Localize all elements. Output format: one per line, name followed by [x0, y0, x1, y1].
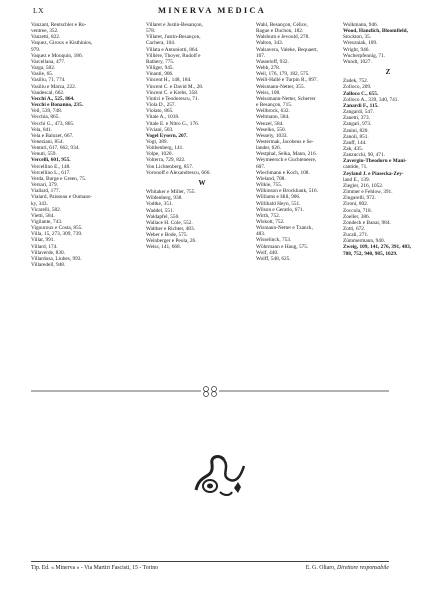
footer-rule [31, 561, 389, 562]
index-entry: ky, 343. [31, 200, 48, 207]
index-entry: Walsavera, Valeke, Bequaert, [256, 46, 318, 53]
index-entry: Vigouroux e Costa, 855. [31, 225, 83, 232]
index-entry: Versari, 379. [31, 182, 58, 189]
index-entry: cantide, 71. [343, 164, 368, 171]
index-entry: Wildenberg, 938. [146, 195, 183, 202]
index-entry: Wismann-Netter e Tzanck, [256, 225, 313, 232]
index-entry: Viallard, 177. [31, 188, 60, 195]
section-letter: Z [385, 68, 391, 77]
index-entry: land E., 139. [343, 176, 370, 183]
index-entry: Voithenberg, 141. [146, 145, 184, 152]
index-entry: Viola D., 257. [146, 102, 176, 109]
index-entry: Villaret e Justin-Besançon, [146, 22, 203, 28]
index-entry: Cachera, 104. [146, 40, 176, 47]
index-entry: Westermak, Jacobeus e Se- [256, 138, 314, 145]
index-entry: Zangardi, 547. [343, 109, 375, 116]
index-entry: lander, 626. [256, 145, 281, 152]
index-entry: Wucherpfennig, 71. [343, 52, 385, 59]
index-column-4 [343, 22, 424, 257]
index-entry: 483. [256, 231, 266, 238]
index-entry: Stockton, 35. [343, 34, 372, 41]
index-entry: Villaret, Justin-Besançon, [146, 34, 201, 41]
index-entry: Villaverde, 830. [31, 249, 65, 256]
index-entry: Wieland, 708. [256, 175, 286, 182]
index-entry: Zingarelli, 972. [343, 195, 376, 202]
index-entry: Venuti, 559. [31, 151, 57, 158]
index-entry: Walther e Richter, 483. [146, 226, 195, 232]
index-entry: Wenzel, 584. [256, 120, 284, 127]
index-entry: Villa, 15, 273, 309, 739. [31, 231, 83, 238]
index-entry: e Besançon, 715. [256, 102, 293, 109]
index-entry: Zolloco A., 339, 340, 741. [343, 96, 399, 103]
index-entry: Wilson e Geratlo, 671. [256, 206, 304, 213]
index-entry: Waddel, 551. [146, 207, 174, 214]
index-entry: Wirth, 752. [256, 212, 281, 219]
index-entry: Zoccola, 718. [343, 207, 372, 214]
index-entry: Varcellana, 477. [31, 58, 66, 65]
index-entry: 607. [256, 163, 266, 170]
ornament-divider [31, 384, 389, 398]
index-entry: Vercelli, 601, 955. [31, 157, 71, 164]
index-entry: Vincent H., 148, 184. [146, 77, 192, 84]
index-entry: Vecchi e Bonanno, 235. [31, 102, 84, 109]
responsible-editor [306, 565, 389, 571]
index-entry: Volterra, 729, 822. [146, 157, 186, 164]
index-entry: Weil, 176, 179, 182, 575. [256, 71, 310, 78]
index-entry: Wundt, 1027. [343, 58, 372, 65]
index-entry: Zeyland J. e Piasecka-Zey- [343, 170, 404, 177]
index-entry: Vasile, 65. [31, 71, 54, 78]
printer-imprint: Tip. Ed. « Minerva » - Via Martiri Fascisti, 15 - Torino [31, 565, 158, 571]
index-entry: Voronoff e Alexandrescu, 666. [146, 169, 211, 176]
index-entry: Weber e Bode, 575. [146, 232, 188, 239]
index-entry: ventree, 352. [31, 28, 59, 35]
index-entry: Zanini, 820. [343, 127, 369, 134]
index-entry: Zironi, 802. [343, 201, 369, 208]
index-column-2 [146, 22, 258, 251]
index-entry: Wolkmann, 946. [343, 22, 379, 28]
index-entry: Vercellino E., 148. [31, 163, 71, 170]
index-entry: Wessely, 1033. [256, 132, 288, 139]
index-entry: Williams e Hill, 906. [256, 194, 301, 201]
index-entry: Weselko, 550. [256, 126, 287, 133]
index-entry: Vela, 841. [31, 126, 53, 133]
index-entry: Vicarelli, 582. [31, 206, 62, 213]
index-entry: Zweig, 109, 141, 276, 391, 483, [343, 244, 412, 251]
index-entry: Villardosa, Liubes, 993. [31, 255, 82, 262]
index-entry: Villard, 174. [31, 243, 58, 250]
index-entry: Zangari, 973. [343, 121, 372, 128]
index-entry: Veil, 539, 748. [31, 108, 63, 115]
index-entry: 107. [256, 52, 266, 59]
index-entry: Walton, 343. [256, 40, 284, 47]
index-entry: Zotti, 672. [343, 226, 366, 232]
index-entry: Verda, Burge e Green, 75. [31, 175, 87, 182]
index-entry: Zanoli, 851. [343, 133, 369, 140]
index-entry: Weltmann, 584. [256, 114, 290, 121]
index-entry: Vasiliu, 71, 774. [31, 77, 66, 84]
index-entry: Vecchi A., 525, 864. [31, 95, 75, 102]
imprint-footer [31, 565, 389, 571]
index-entry: Zucali, 271. [343, 232, 369, 239]
index-entry: Vela e Balozet, 667. [31, 132, 74, 139]
index-entry: Varga, 582. [31, 65, 56, 72]
index-entry: Vigilante, 743. [31, 219, 63, 225]
index-entry: Zimmer e Fehlow, 391. [343, 189, 393, 196]
index-entry: Wahl, Besançon, Célice, [256, 22, 308, 28]
index-entry: Vodtke, 351. [146, 201, 173, 208]
index-entry: Wolff, 548, 625. [256, 255, 291, 262]
index-entry: Zadek, 752. [343, 78, 369, 85]
index-entry: Wasseloff, 932. [256, 58, 289, 65]
index-entry: Wilkie, 755. [256, 182, 283, 189]
index-entry: Weinberger e Peola, 26. [146, 238, 197, 245]
index-entry: Veneziani, 854. [31, 138, 64, 145]
index-entry: Vitale A., 1018. [146, 114, 180, 121]
index-entry: 708, 752, 940, 985, 1029. [343, 250, 398, 257]
index-entry: Weymeersch e Guchteneere, [256, 157, 317, 164]
index-entry: Walsburn e Jevould, 278. [256, 34, 310, 41]
index-entry: Vogel Eysern, 207. [146, 132, 188, 139]
index-entry: Webb, 278. [256, 65, 281, 72]
index-entry: Vaudescal, 662. [31, 89, 65, 96]
index-entry: Villata e Antoniotti, 864. [146, 46, 199, 53]
index-entry: Violato, 865. [146, 108, 174, 115]
index-entry: Wilkinson e Brockbank, 516. [256, 188, 319, 195]
index-entry: Zolloco C., 655. [343, 90, 379, 97]
index-entry: Zümmermann, 940. [343, 238, 385, 245]
index-entry: Villiger, 945. [146, 65, 174, 72]
index-entry: Wellbrock, 632. [256, 108, 290, 115]
index-entry: Von Lichtenberg, 857. [146, 163, 194, 170]
index-entry: Vincent C. e Krebs, 358. [146, 89, 199, 96]
index-entry: Vitale E. e Nitro G., 176. [146, 120, 200, 127]
index-entry: Vecchi G., 473, 865. [31, 120, 75, 127]
index-entry: Wood, Hanzlich, Bloomfield, [343, 28, 408, 35]
index-entry: Whitaker e Miller, 755. [146, 189, 196, 196]
index-entry: Wöhrmann e Haug, 575. [256, 243, 309, 250]
index-entry: Zanzucchi, 90, 471. [343, 152, 385, 159]
index-entry: Zanff, 144. [343, 139, 367, 146]
index-entry: Vaquez e Mouquin, 186. [31, 52, 83, 59]
index-column-1 [31, 22, 143, 268]
index-entry: Venturi, 617, 662, 934. [31, 145, 80, 152]
index-entry: Zanetti, 373. [343, 115, 370, 122]
index-entry: Vincent C. e David M., 28. [146, 83, 204, 90]
index-entry: Wiskott, 752. [256, 219, 285, 225]
index-entry: Wiechmann e Koch, 108. [256, 169, 310, 176]
index-entry: Rague e Duchon, 182. [256, 28, 304, 35]
index-entry: Wright, 946. [343, 46, 370, 53]
index-entry: Zondeck e Banai, 984. [343, 219, 391, 226]
index-entry: Villaredell, 948. [31, 262, 66, 269]
index-entry: Viviani, 503. [146, 126, 174, 133]
index-entry: Rathery, 775. [146, 58, 175, 65]
index-entry: Ziegler, 216, 1052. [343, 182, 384, 189]
index-entry: Wallace H. Cole, 552. [146, 219, 193, 226]
index-entry: Weill-Hallé e Turpin R., 897. [256, 77, 318, 84]
index-entry: Villar, 991. [31, 237, 55, 244]
index-entry: Vogt, 389. [146, 138, 168, 145]
index-entry: Westphal, Seika, Mann, 216. [256, 151, 317, 158]
index-entry: 578. [146, 28, 156, 35]
index-entry: Vasiliu e Marza, 222. [31, 83, 77, 90]
page-number: LX [33, 6, 44, 15]
index-entry: Wreszniak, 109. [343, 40, 378, 47]
index-entry: Vanzetti, 822. [31, 34, 61, 41]
index-entry: Volpe, 1020. [146, 151, 173, 158]
index-entry: Vercellino L., 617. [31, 169, 71, 176]
index-entry: Zoeller, 386. [343, 213, 370, 220]
index-entry: Vinanti, 906. [146, 71, 174, 78]
index-entry: Vialard, Paisseau e Oumans- [31, 194, 92, 201]
running-header: MINERVA MEDICA [157, 5, 267, 15]
index-entry: Vintici e Teodorescu, 71. [146, 95, 199, 102]
index-entry: Weissmann-Netter, Scherrer [256, 95, 316, 102]
index-entry: Wolf, 440. [256, 249, 279, 256]
index-entry: Weiss, 141, 668. [146, 244, 182, 251]
index-entry: Weismann-Netter, 355. [256, 83, 305, 90]
index-entry: Weiss, 108. [256, 89, 281, 96]
editor-name: E. G. Oliaro, [305, 565, 336, 571]
index-entry: Vecchia, 865. [31, 114, 60, 121]
index-entry: Willibald Heyn, 551. [256, 200, 301, 207]
index-entry: Zolloco, 209. [343, 84, 372, 91]
index-entry: Vanzant, Rentschler e Ro- [31, 22, 87, 28]
index-entry: Wisselinck, 753. [256, 237, 292, 244]
index-entry: Zavergiu-Theodoru e Mani- [343, 158, 407, 165]
editor-role: Direttore responsabile [336, 565, 389, 571]
serpent-emblem-logo [190, 450, 248, 500]
index-entry: Vietti, 584. [31, 212, 55, 219]
index-entry: 979. [31, 46, 41, 53]
index-entry: Vaquez, Giroux e Kisthinios, [31, 40, 93, 47]
index-entry: Waldapfel, 550. [146, 213, 180, 220]
index-entry: Zanardi F., 115. [343, 102, 379, 109]
section-letter: W [198, 178, 206, 187]
index-entry: Villière, Thoyer, Rudolf e [146, 52, 201, 59]
index-entry: Zak, 435. [343, 145, 364, 152]
